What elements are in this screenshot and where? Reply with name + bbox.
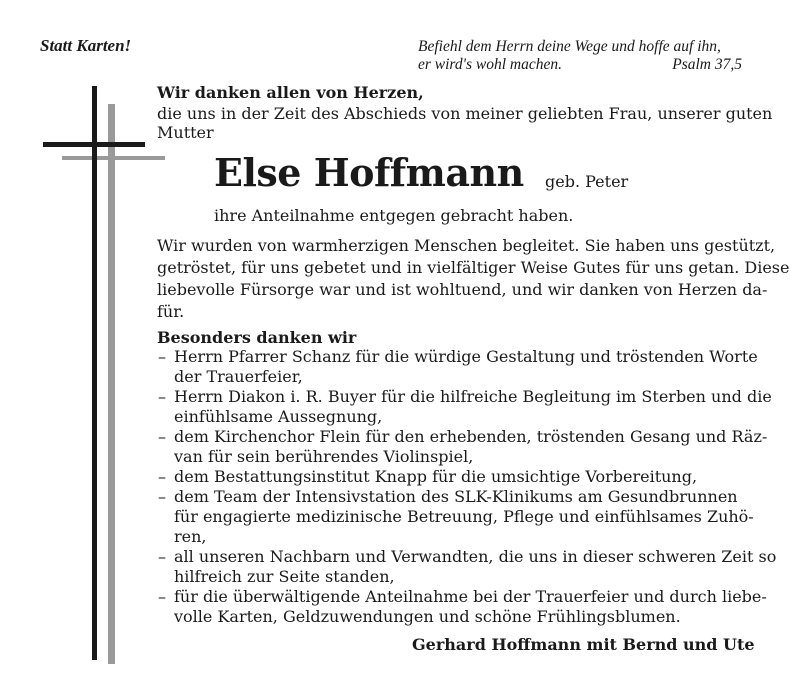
deceased-name: Else Hoffmann [214,150,524,195]
list-item-line: all unseren Nachbarn und Verwandten, die uns in dieser schweren Zeit so [174,547,777,566]
list-item-line: dem Kirchenchor Flein für den erhebenden, tröstenden Gesang und Räz- [174,427,768,446]
list-item-line: dem Team der Intensivstation des SLK-Klinikums am Gesundbrunnen [174,487,738,506]
intro-line: die uns in der Zeit des Abschieds von meiner geliebten Frau, unserer guten [157,104,773,123]
cross-gray-vertical [108,104,115,664]
motto-line-2: er wird's wohl machen. [418,56,562,73]
list-item-line: volle Karten, Geldzuwendungen und schöne Frühlingsblumen. [174,607,681,626]
list-item-line: für die überwältigende Anteilnahme bei der Trauerfeier und durch liebe- [174,587,767,606]
motto-reference: Psalm 37,5 [672,56,742,73]
after-name-line: ihre Anteilnahme entgegen gebracht haben. [214,206,574,225]
list-dash: – [158,487,166,506]
list-dash: – [158,387,166,406]
list-item-line: der Trauerfeier, [174,367,303,386]
paragraph-line: getröstet, für uns gebetet und in vielfältiger Weise Gutes für uns getan. Diese [157,258,790,277]
cross-dark-horizontal [43,142,145,147]
intro-line: Mutter [157,123,214,142]
paragraph-line: für. [157,302,185,321]
list-item-line: ren, [174,527,207,546]
statt-karten: Statt Karten! [40,36,132,55]
list-item-line: hilfreich zur Seite standen, [174,567,395,586]
list-item-line: dem Bestattungsinstitut Knapp für die umsichtige Vorbereitung, [174,467,698,486]
cross-dark-vertical [92,86,97,660]
paragraph-line: liebevolle Fürsorge war und ist wohltuend, und wir danken von Herzen da- [157,280,768,299]
list-item-line: einfühlsame Aussegnung, [174,407,383,426]
list-dash: – [158,347,166,366]
list-dash: – [158,427,166,446]
list-item-line: Herrn Pfarrer Schanz für die würdige Gestaltung und tröstenden Worte [174,347,758,366]
cross-gray-horizontal [62,156,165,160]
birth-name: geb. Peter [545,172,629,191]
motto-line-1: Befiehl dem Herrn deine Wege und hoffe auf ihn, [418,38,721,55]
list-item-line: van für sein berührendes Violinspiel, [174,447,474,466]
thanks-heading: Besonders danken wir [157,328,357,347]
intro-heading: Wir danken allen von Herzen, [157,83,424,102]
list-dash: – [158,467,166,486]
list-dash: – [158,587,166,606]
list-dash: – [158,547,166,566]
signature: Gerhard Hoffmann mit Bernd und Ute [412,635,755,654]
list-item-line: Herrn Diakon i. R. Buyer für die hilfreiche Begleitung im Sterben und die [174,387,772,406]
paragraph-line: Wir wurden von warmherzigen Menschen begleitet. Sie haben uns gestützt, [157,236,776,255]
list-item-line: für engagierte medizinische Betreuung, Pflege und einfühlsames Zuhö- [174,507,754,526]
